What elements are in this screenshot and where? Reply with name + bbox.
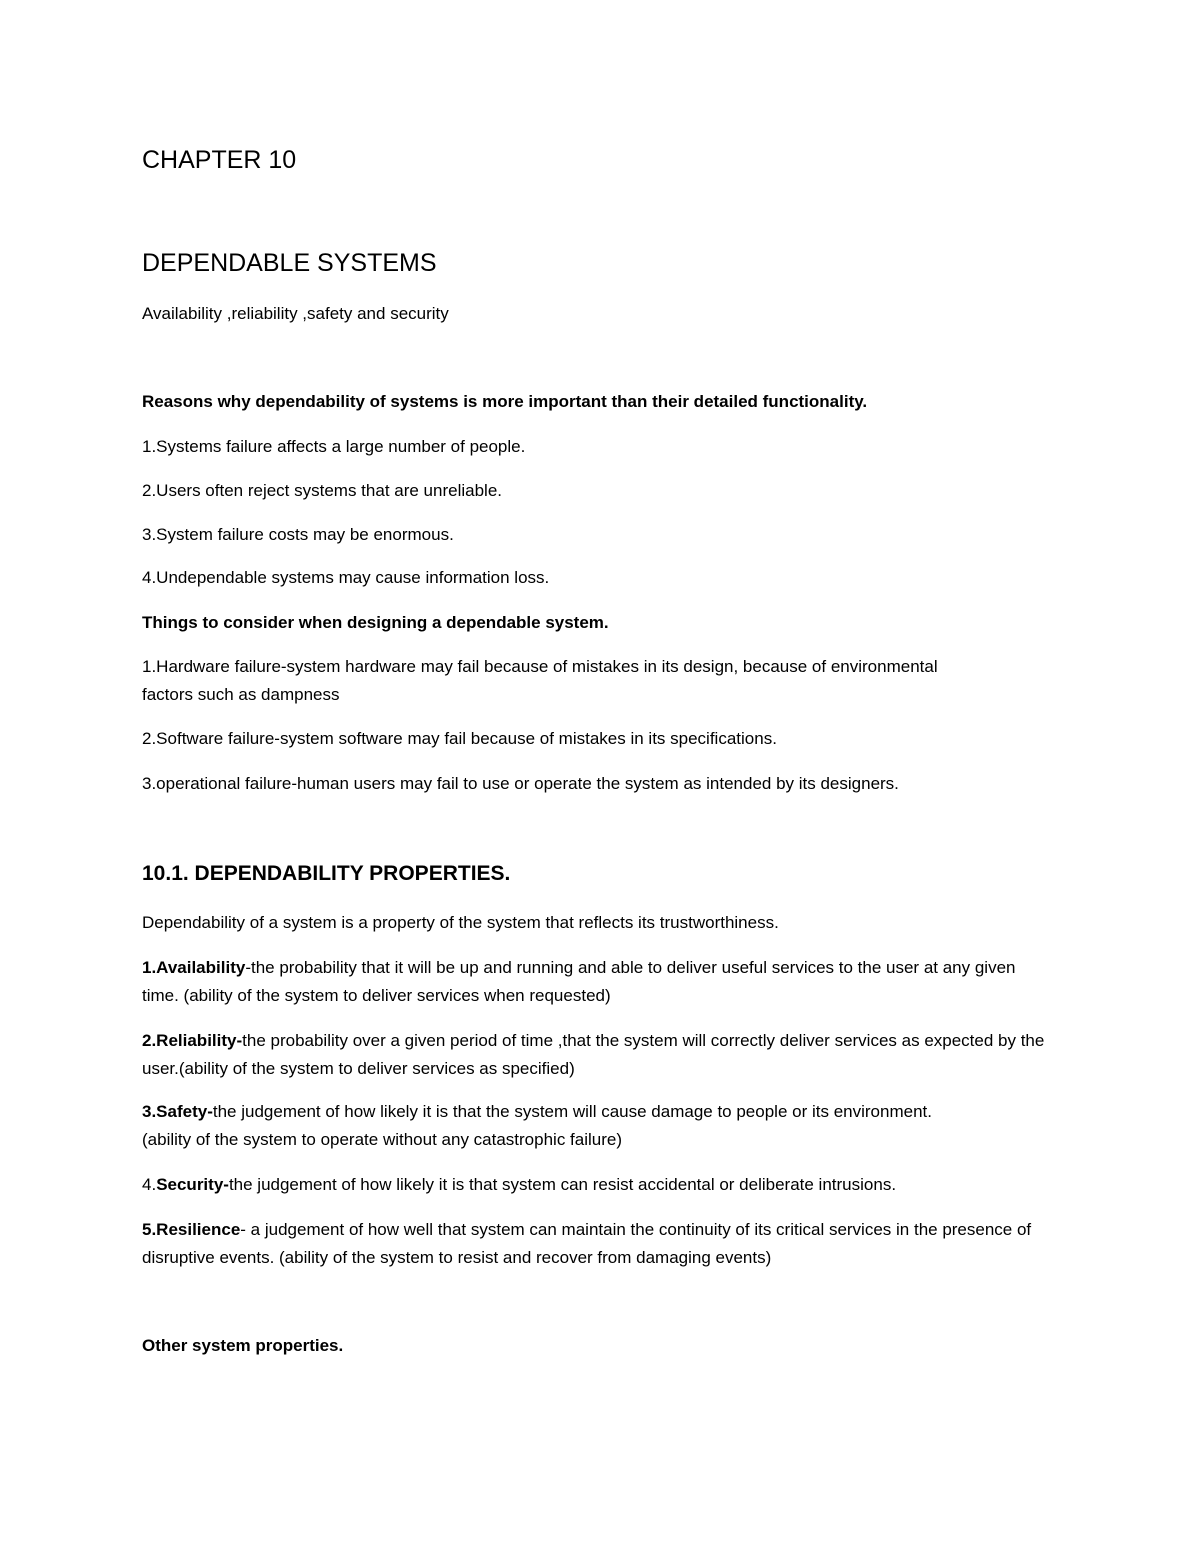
list-item: 1.Systems failure affects a large number of people. (142, 437, 526, 456)
section-heading: 10.1. DEPENDABILITY PROPERTIES. (142, 862, 511, 885)
property-reliability (142, 1027, 1057, 1083)
section-intro: Dependability of a system is a property of the system that reflects its trustworthiness. (142, 913, 779, 932)
property-term: 1.Availability (142, 958, 246, 977)
title-heading: DEPENDABLE SYSTEMS (142, 249, 437, 277)
things-heading: Things to consider when designing a dependable system. (142, 613, 609, 632)
property-resilience (142, 1216, 1057, 1272)
property-safety (142, 1098, 962, 1154)
property-prefix: 4. (142, 1175, 157, 1194)
property-text: the probability over a given period of time ,that the system will correctly deliver services as expected by the user.(ability of the system to deliver services as specified) (142, 1031, 1045, 1078)
property-text: the judgement of how likely it is that the system will cause damage to people or its environment. (ability of the system to operate without any catastrophic failure) (142, 1102, 932, 1149)
list-item: 2.Users often reject systems that are unreliable. (142, 481, 502, 500)
property-text: - a judgement of how well that system can maintain the continuity of its critical services in the presence of disruptive events. (ability of the system to resist and recover from damaging events) (142, 1220, 1032, 1267)
property-term: 2.Reliability- (142, 1031, 243, 1050)
list-item: 1.Hardware failure-system hardware may fail because of mistakes in its design, because of environmental factors such as dampness (142, 657, 938, 704)
subtitle: Availability ,reliability ,safety and security (142, 304, 449, 323)
list-item: 4.Undependable systems may cause information loss. (142, 568, 550, 587)
list-item: 3.operational failure-human users may fail to use or operate the system as intended by its designers. (142, 774, 899, 793)
property-text: the judgement of how likely it is that system can resist accidental or deliberate intrusions. (228, 1175, 897, 1194)
property-term: 5.Resilience (142, 1220, 241, 1239)
property-security (142, 1171, 1057, 1199)
reasons-heading: Reasons why dependability of systems is more important than their detailed functionality. (142, 392, 868, 411)
property-text: -the probability that it will be up and running and able to deliver useful services to the user at any given time. (ability of the system to deliver services when requested) (142, 958, 1016, 1005)
other-heading: Other system properties. (142, 1336, 344, 1355)
list-item: 2.Software failure-system software may fail because of mistakes in its specifications. (142, 729, 777, 748)
list-item: 3.System failure costs may be enormous. (142, 525, 454, 544)
chapter-heading: CHAPTER 10 (142, 146, 297, 174)
property-term: 3.Safety- (142, 1102, 213, 1121)
property-term: Security- (156, 1175, 229, 1194)
property-availability (142, 954, 1057, 1010)
